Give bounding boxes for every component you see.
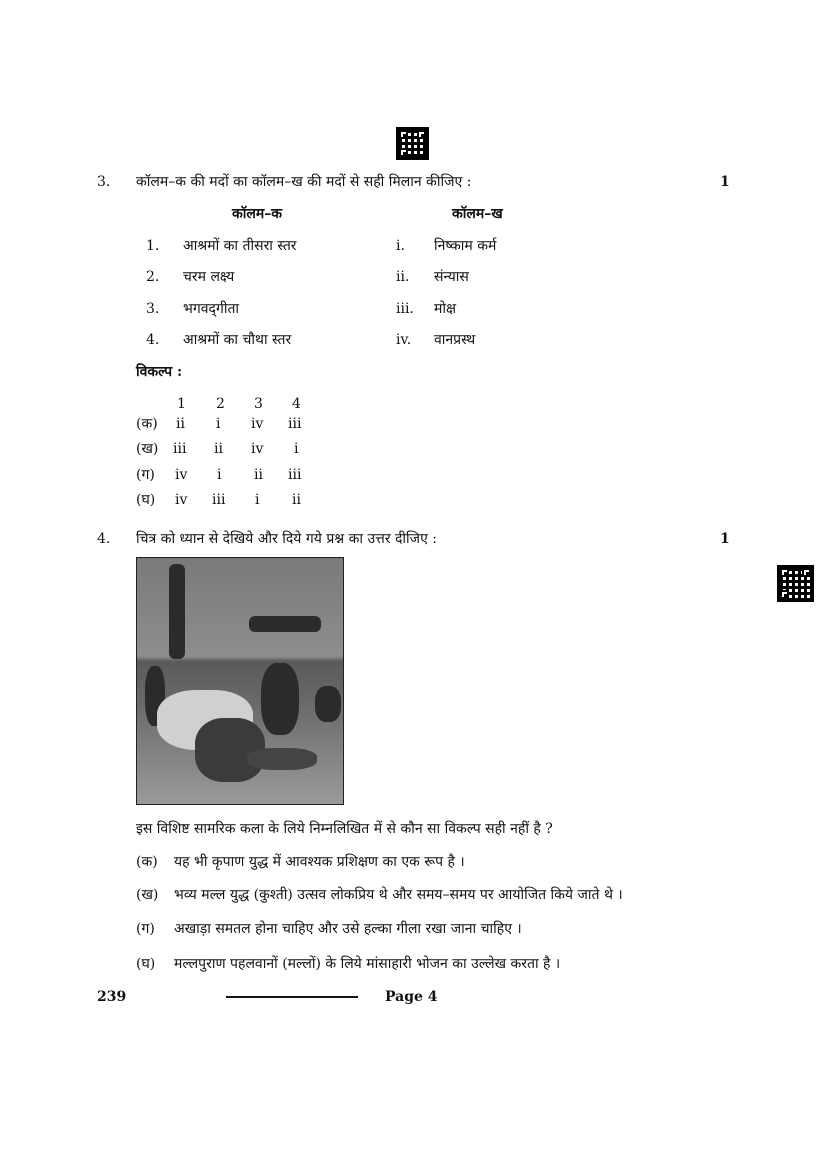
col-a-item-num: 1. xyxy=(146,238,160,254)
col-a-item-num: 3. xyxy=(146,301,160,317)
q4-option-label: (ख) xyxy=(136,887,159,903)
option-value: i xyxy=(217,467,222,483)
q4-option-text: यह भी कृपाण युद्ध में आवश्यक प्रशिक्षण का एक रूप है । xyxy=(174,854,465,870)
col-b-item-text: निष्काम कर्म xyxy=(434,238,497,254)
q4-option-label: (ग) xyxy=(136,921,155,937)
option-value: iii xyxy=(288,416,302,432)
col-b-item-num: ii. xyxy=(396,269,410,285)
q4-option-label: (क) xyxy=(136,854,158,870)
q4-text: चित्र को ध्यान से देखिये और दिये गये प्रश्न का उत्तर दीजिए : xyxy=(136,531,437,547)
options-header-cell: 2 xyxy=(216,396,225,412)
options-header-cell: 4 xyxy=(292,396,301,412)
q4-option-text: अखाड़ा समतल होना चाहिए और उसे हल्का गीला रखा जाना चाहिए । xyxy=(174,921,522,937)
footer-code: 239 xyxy=(97,989,127,1005)
q3-text: कॉलम–क की मदों का कॉलम–ख की मदों से सही मिलान कीजिए : xyxy=(136,174,472,190)
option-value: iii xyxy=(288,467,302,483)
option-value: iv xyxy=(175,492,188,508)
col-b-item-num: iv. xyxy=(396,332,412,348)
options-header-cell: 1 xyxy=(177,396,186,412)
q3-marks: 1 xyxy=(720,174,730,190)
column-b-header: कॉलम–ख xyxy=(452,206,503,222)
col-b-item-num: iii. xyxy=(396,301,414,317)
option-value: ii xyxy=(214,441,223,457)
options-header-cell: 3 xyxy=(254,396,263,412)
option-row-label: (क) xyxy=(136,416,158,432)
option-value: iv xyxy=(175,467,188,483)
col-a-item-num: 2. xyxy=(146,269,160,285)
q4-option-label: (घ) xyxy=(136,956,156,972)
wrestling-photo xyxy=(136,557,344,805)
option-value: iv xyxy=(251,441,264,457)
col-a-item-text: आश्रमों का चौथा स्तर xyxy=(183,332,292,348)
option-value: iv xyxy=(251,416,264,432)
col-a-item-text: चरम लक्ष्य xyxy=(183,269,235,285)
col-b-item-text: संन्यास xyxy=(434,269,469,285)
footer-rule xyxy=(226,996,358,998)
q4-marks: 1 xyxy=(720,531,730,547)
option-value: i xyxy=(255,492,260,508)
option-value: ii xyxy=(254,467,263,483)
col-b-item-text: वानप्रस्थ xyxy=(434,332,476,348)
q4-option-text: मल्लपुराण पहलवानों (मल्लों) के लिये मांसाहारी भोजन का उल्लेख करता है । xyxy=(174,956,561,972)
col-a-item-num: 4. xyxy=(146,332,160,348)
option-value: iii xyxy=(212,492,226,508)
qr-code-side xyxy=(777,565,814,602)
option-value: iii xyxy=(173,441,187,457)
q4-question: इस विशिष्ट सामरिक कला के लिये निम्नलिखित में से कौन सा विकल्प सही नहीं है ? xyxy=(136,821,553,837)
options-label: विकल्प : xyxy=(136,364,183,380)
option-value: i xyxy=(216,416,221,432)
footer-page: Page 4 xyxy=(385,989,438,1005)
column-a-header: कॉलम–क xyxy=(232,206,282,222)
qr-code-top xyxy=(396,127,429,160)
option-row-label: (ख) xyxy=(136,441,159,457)
col-a-item-text: आश्रमों का तीसरा स्तर xyxy=(183,238,297,254)
col-a-item-text: भगवद्‌गीता xyxy=(183,301,240,317)
q4-option-text: भव्य मल्ल युद्ध (कुश्ती) उत्सव लोकप्रिय थे और समय–समय पर आयोजित किये जाते थे । xyxy=(174,887,623,903)
col-b-item-text: मोक्ष xyxy=(434,301,457,317)
option-value: ii xyxy=(176,416,185,432)
q4-number: 4. xyxy=(97,531,111,547)
col-b-item-num: i. xyxy=(396,238,405,254)
option-row-label: (घ) xyxy=(136,492,156,508)
option-value: ii xyxy=(292,492,301,508)
option-row-label: (ग) xyxy=(136,467,155,483)
option-value: i xyxy=(294,441,299,457)
q3-number: 3. xyxy=(97,174,111,190)
